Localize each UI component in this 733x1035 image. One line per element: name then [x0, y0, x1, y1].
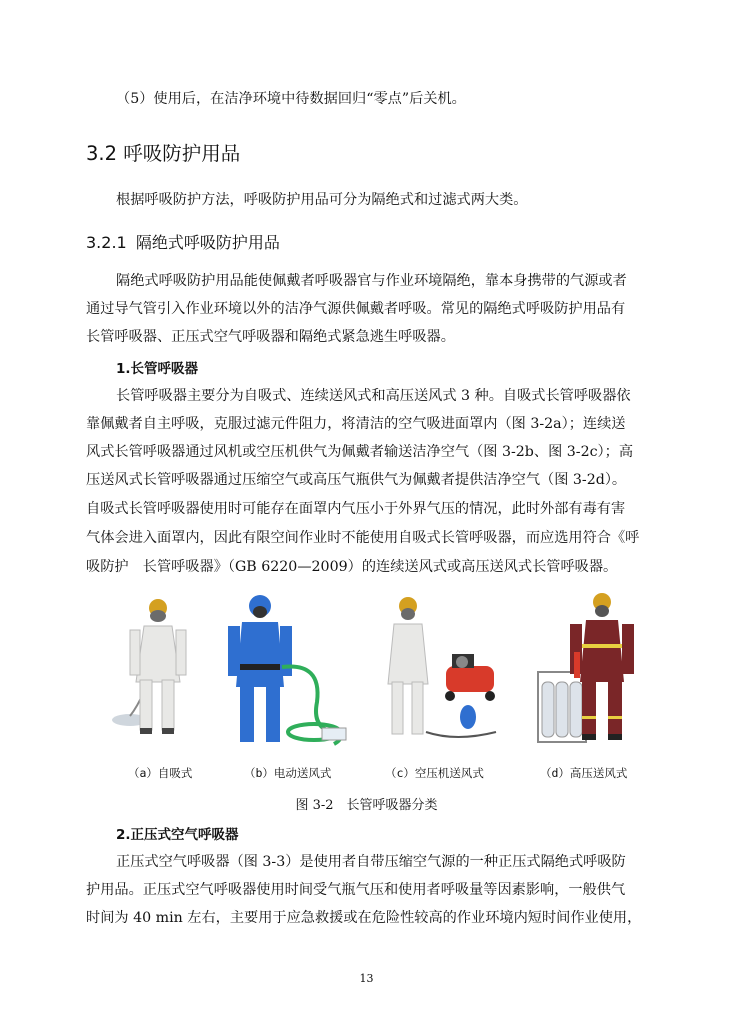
figure-caption-d: （d）高压送风式 [540, 766, 628, 780]
figure-caption-b: （b）电动送风式 [244, 766, 332, 780]
item2-line: 护用品。正压式空气呼吸器使用时间受气瓶气压和使用者呼吸量等因素影响，一般供气 [86, 882, 626, 898]
subsection-heading [86, 230, 280, 253]
subsection-number: 3.2.1 [86, 233, 127, 252]
figure-compressor-image [386, 592, 516, 752]
sub-para-line: 隔绝式呼吸防护用品能使佩戴者呼吸器官与作业环境隔绝，靠本身携带的气源或者 [116, 273, 627, 289]
item2-line: 时间为 40 min 左右，主要用于应急救援或在危险性较高的作业环境内短时间作业使用， [86, 910, 642, 926]
item2-title: 2.正压式空气呼吸器 [116, 827, 239, 843]
figure-self-suction-image [100, 592, 230, 752]
section-heading [86, 138, 240, 166]
section-title: 呼吸防护用品 [123, 142, 241, 165]
item1-title: 1.长管呼吸器 [116, 361, 199, 377]
item1-line: 靠佩戴者自主呼吸，克服过滤元件阻力，将清洁的空气吸进面罩内（图 3-2a）；连续送 [86, 416, 626, 432]
sub-para-line: 通过导气管引入作业环境以外的洁净气源供佩戴者呼吸。常见的隔绝式呼吸防护用品有 [86, 301, 626, 317]
section-intro: 根据呼吸防护方法，呼吸防护用品可分为隔绝式和过滤式两大类。 [116, 192, 528, 208]
item1-line: 风式长管呼吸器通过风机或空压机供气为佩戴者输送洁净空气（图 3-2b、图 3-2c）；高 [86, 444, 634, 460]
section-number: 3.2 [86, 142, 118, 165]
figure-title: 图 3-2 长管呼吸器分类 [295, 798, 438, 813]
item1-line: 长管呼吸器主要分为自吸式、连续送风式和高压送风式 3 种。自吸式长管呼吸器依 [116, 388, 631, 404]
page-number: 13 [359, 972, 374, 985]
intro-step-5: （5）使用后，在洁净环境中待数据回归“零点”后关机。 [116, 91, 466, 107]
item1-line: 吸防护 长管呼吸器》（GB 6220—2009）的连续送风式或高压送风式长管呼吸器。 [86, 559, 618, 575]
figure-powered-air-image [222, 592, 352, 752]
figure-high-pressure-image [530, 592, 660, 752]
item2-line: 正压式空气呼吸器（图 3-3）是使用者自带压缩空气源的一种正压式隔绝式呼吸防 [116, 854, 626, 870]
item1-line: 自吸式长管呼吸器使用时可能存在面罩内气压小于外界气压的情况，此时外部有毒有害 [86, 501, 626, 517]
figure-caption-a: （a）自吸式 [128, 766, 193, 780]
item1-line: 气体会进入面罩内，因此有限空间作业时不能使用自吸式长管呼吸器，而应选用符合《呼 [86, 530, 640, 546]
sub-para-line: 长管呼吸器、正压式空气呼吸器和隔绝式紧急逃生呼吸器。 [86, 329, 455, 345]
item1-line: 压送风式长管呼吸器通过压缩空气或高压气瓶供气为佩戴者提供洁净空气（图 3-2d）。 [86, 472, 627, 488]
subsection-title: 隔绝式呼吸防护用品 [135, 233, 280, 252]
figure-caption-c: （c）空压机送风式 [385, 766, 484, 780]
